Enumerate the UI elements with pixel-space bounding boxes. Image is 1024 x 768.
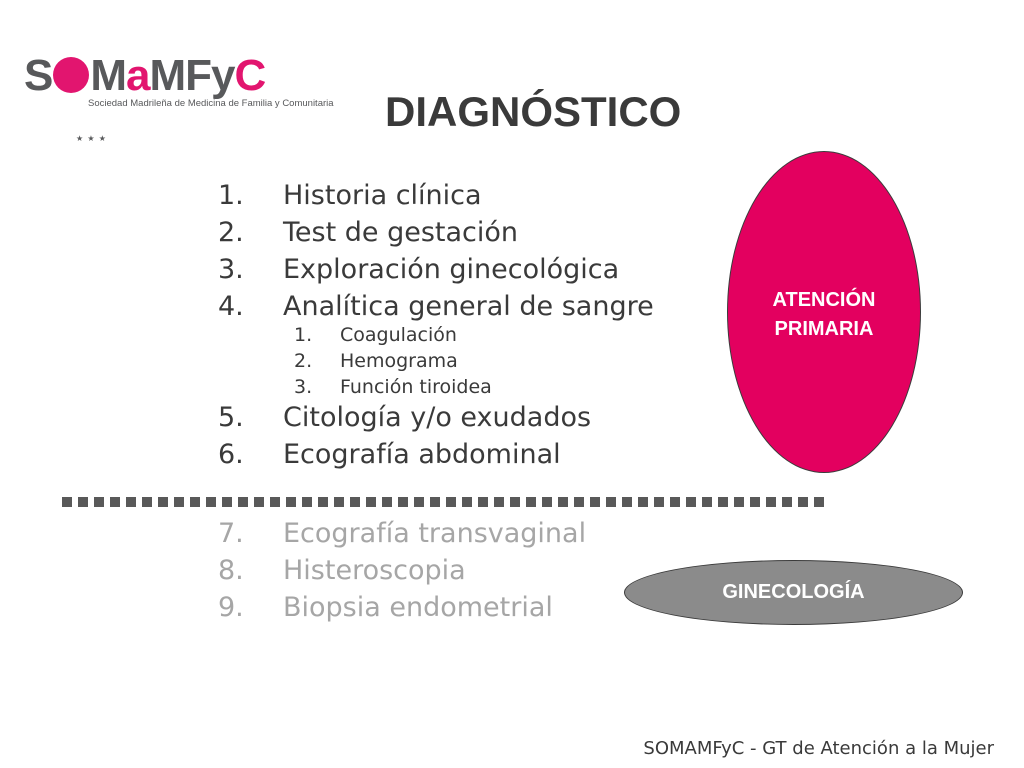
item-number: 4. — [218, 291, 244, 322]
item-number: 3. — [218, 254, 244, 285]
atencion-primaria-ellipse — [727, 151, 921, 473]
atencion-primaria-label: ATENCIÓN PRIMARIA — [772, 289, 876, 340]
sub-item-number: 1. — [294, 324, 313, 346]
logo-letters-mfy: MFy — [149, 51, 235, 100]
item-number: 6. — [218, 439, 244, 470]
sub-item-number: 2. — [294, 350, 313, 372]
item-text: Biopsia endometrial — [283, 592, 553, 623]
item-number: 9. — [218, 592, 244, 623]
item-number: 2. — [218, 217, 244, 248]
item-text: Histeroscopia — [283, 555, 466, 586]
item-text: Analítica general de sangre — [283, 291, 654, 322]
logo-letter-c: C — [234, 51, 266, 100]
item-text: Exploración ginecológica — [283, 254, 620, 285]
logo-pink-circle — [53, 57, 89, 93]
ginecologia-label: GINECOLOGÍA — [722, 581, 865, 603]
dotted-divider — [62, 497, 824, 507]
item-text: Ecografía abdominal — [283, 439, 561, 470]
sub-item-text: Función tiroidea — [340, 376, 492, 398]
item-text: Test de gestación — [283, 217, 519, 248]
logo-letter-a: a — [126, 51, 150, 100]
item-number: 8. — [218, 555, 244, 586]
item-number: 5. — [218, 402, 244, 433]
item-number: 1. — [218, 180, 244, 211]
item-text: Historia clínica — [283, 180, 482, 211]
logo-letter-s: S — [24, 51, 53, 100]
logo-letter-m: M — [90, 51, 127, 100]
item-text: Ecografía transvaginal — [283, 518, 587, 549]
slide-title: DIAGNÓSTICO — [385, 88, 682, 135]
logo-subtitle: Sociedad Madrileña de Medicina de Familia y Comunitaria — [88, 98, 334, 109]
logo-stars-icon: ★ ★ ★ — [76, 134, 107, 143]
sub-item-text: Hemograma — [340, 350, 458, 372]
logo-wordmark — [24, 50, 265, 102]
slide-footer: SOMAMFyC - GT de Atención a la Mujer — [643, 738, 994, 759]
item-number: 7. — [218, 518, 244, 549]
sub-item-number: 3. — [294, 376, 313, 398]
somamfyc-logo — [24, 50, 334, 143]
item-text: Citología y/o exudados — [283, 402, 592, 433]
sub-item-text: Coagulación — [340, 324, 457, 346]
ginecologia-ellipse — [624, 560, 963, 625]
